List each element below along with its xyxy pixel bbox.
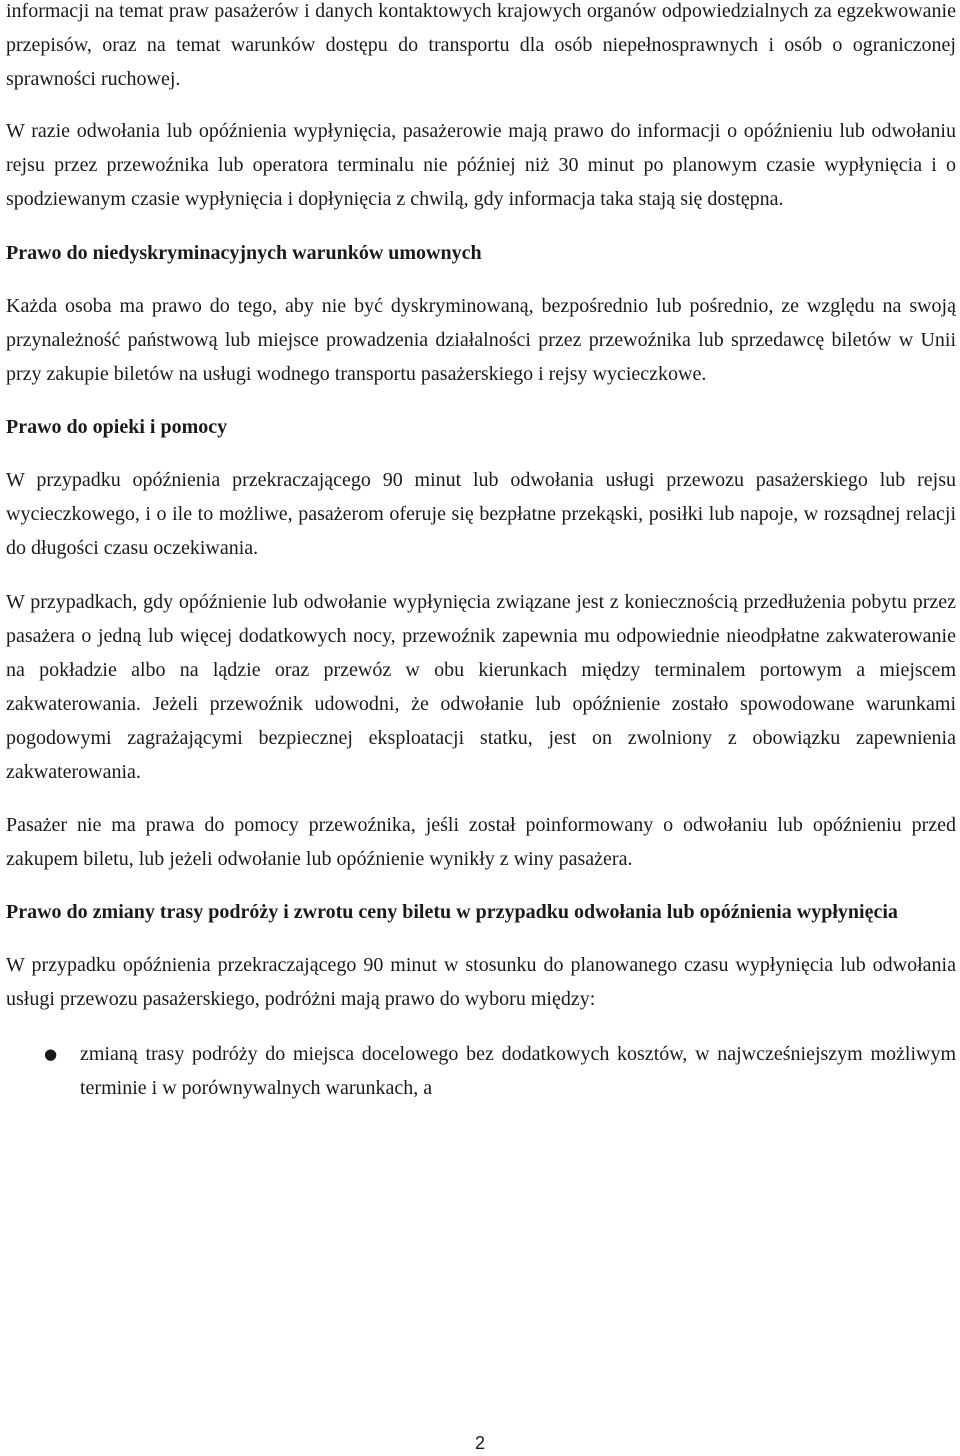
list-item-text: zmianą trasy podróży do miejsca docelowego bez dodatkowych kosztów, w najwcześniejszym możliwym terminie i w porównywalnych warunkach, a <box>80 1043 956 1099</box>
bullet-icon: ● <box>44 1045 58 1063</box>
paragraph-delay-information: W razie odwołania lub opóźnienia wypłynięcia, pasażerowie mają prawo do informacji o opóźnieniu lub odwołaniu rejsu przez przewoźnika lub operatora terminalu nie później niż 30 minut po planowym czasie wypłynięcia i o spodziewanym czasie wypłynięcia i dopłynięcia z chwilą, gdy informacja taka stają się dostępna. <box>6 120 956 210</box>
heading-non-discrimination: Prawo do niedyskryminacyjnych warunków umownych <box>6 242 482 264</box>
page-number: 2 <box>474 1433 485 1453</box>
heading-rerouting-and-refund: Prawo do zmiany trasy podróży i zwrotu ceny biletu w przypadku odwołania lub opóźnienia wypłynięcia <box>6 901 898 923</box>
heading-care-and-assistance: Prawo do opieki i pomocy <box>6 416 228 438</box>
paragraph-passenger-information: informacji na temat praw pasażerów i danych kontaktowych krajowych organów odpowiedzialnych za egzekwowanie przepisów, oraz na temat warunków dostępu do transportu dla osób niepełnosprawnych i osób o ograniczonej sprawności ruchowej. <box>6 0 956 90</box>
document-page <box>6 0 956 1105</box>
paragraph-accommodation: W przypadkach, gdy opóźnienie lub odwołanie wypłynięcia związane jest z koniecznością przedłużenia pobytu przez pasażera o jedną lub więcej dodatkowych nocy, przewoźnik zapewnia mu odpowiednie nieodpłatne zakwaterowanie na pokładzie albo na lądzie oraz przewóz w obu kierunkach między terminalem portowym a miejscem zakwaterowania. Jeżeli przewoźnik udowodni, że odwołanie lub opóźnienie zostało spowodowane warunkami pogodowymi zagrażającymi bezpiecznej eksploatacji statku, jest on zwolniony z obowiązku zapewnienia zakwaterowania. <box>6 591 956 783</box>
list-item <box>6 1037 956 1105</box>
paragraph-refreshments: W przypadku opóźnienia przekraczającego 90 minut lub odwołania usługi przewozu pasażerskiego lub rejsu wycieczkowego, i o ile to możliwe, pasażerom oferuje się bezpłatne przekąski, posiłki lub napoje, w rozsądnej relacji do długości czasu oczekiwania. <box>6 469 956 559</box>
options-list <box>6 1037 956 1105</box>
paragraph-no-assistance: Pasażer nie ma prawa do pomocy przewoźnika, jeśli został poinformowany o odwołaniu lub opóźnieniu przed zakupem biletu, lub jeżeli odwołanie lub opóźnienie wynikły z winy pasażera. <box>6 814 956 870</box>
paragraph-non-discrimination: Każda osoba ma prawo do tego, aby nie być dyskryminowaną, bezpośrednio lub pośrednio, ze względu na swoją przynależność państwową lub miejsce prowadzenia działalności przez przewoźnika lub sprzedawcę biletów w Unii przy zakupie biletów na usługi wodnego transportu pasażerskiego i rejsy wycieczkowe. <box>6 295 956 385</box>
paragraph-choice-between: W przypadku opóźnienia przekraczającego 90 minut w stosunku do planowanego czasu wypłynięcia lub odwołania usługi przewozu pasażerskiego, podróżni mają prawo do wyboru między: <box>6 954 956 1010</box>
